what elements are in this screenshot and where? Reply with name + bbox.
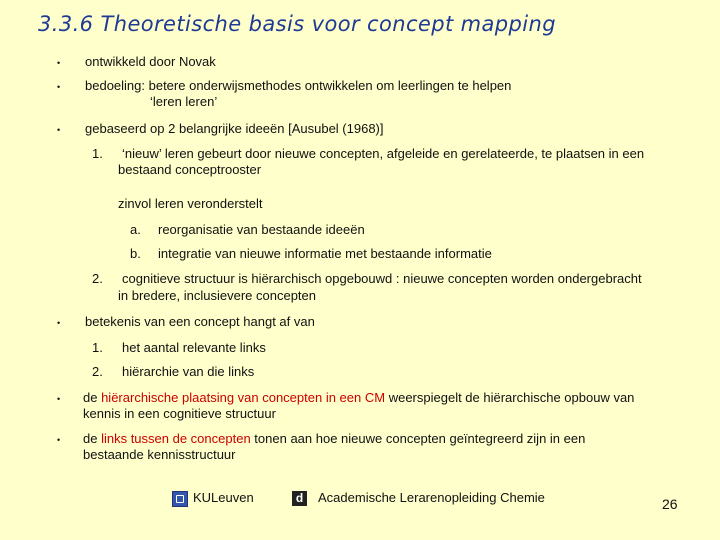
alo-logo-icon: d <box>292 491 307 506</box>
text-fragment: weerspiegelt de hiërarchische opbouw van <box>385 390 635 405</box>
highlight-red: links tussen de concepten <box>101 431 251 446</box>
list-number: 1. <box>92 146 103 161</box>
list-number: 2. <box>92 364 103 379</box>
betekenis-item-1: het aantal relevante links <box>122 340 266 355</box>
list-number: 1. <box>92 340 103 355</box>
bullet-bedoeling: bedoeling: betere onderwijsmethodes ontwikkelen om leerlingen te helpen <box>85 78 512 93</box>
footer-program: Academische Lerarenopleiding Chemie <box>318 490 545 505</box>
sub-label-b: b. <box>130 246 141 261</box>
text-fragment: de <box>83 431 102 446</box>
bullet-marker: • <box>57 318 61 328</box>
sub-label-a: a. <box>130 222 141 237</box>
bullet-marker: • <box>57 435 61 445</box>
bullet-hierarchische-plaatsing <box>83 390 634 406</box>
bullet-novak: ontwikkeld door Novak <box>85 54 216 69</box>
idea-2-line2: in bredere, inclusievere concepten <box>118 288 317 303</box>
bullet-bedoeling-line2: ‘leren leren’ <box>150 94 218 109</box>
bullet-links-tussen-concepten <box>83 431 585 447</box>
bullet-hierarchische-plaatsing-line2: kennis in een cognitieve structuur <box>83 406 276 421</box>
page-number: 26 <box>662 496 678 512</box>
sub-item-b: integratie van nieuwe informatie met bestaande informatie <box>158 246 492 261</box>
text-fragment: de <box>83 390 102 405</box>
footer-institution: KULeuven <box>193 490 254 505</box>
bullet-marker: • <box>57 394 61 404</box>
bullet-marker: • <box>57 82 61 92</box>
bullet-betekenis: betekenis van een concept hangt af van <box>85 314 315 329</box>
highlight-red: hiërarchische plaatsing van concepten in een CM <box>101 390 386 405</box>
betekenis-item-2: hiërarchie van die links <box>122 364 255 379</box>
bullet-marker: • <box>57 58 61 68</box>
idea-1-subheading: zinvol leren veronderstelt <box>118 196 263 211</box>
idea-1-line2: bestaand conceptrooster <box>118 162 262 177</box>
idea-2-line1: cognitieve structuur is hiërarchisch opgebouwd : nieuwe concepten worden ondergebracht <box>122 271 642 286</box>
kuleuven-logo-icon <box>172 491 188 507</box>
idea-1-line1: ‘nieuw’ leren gebeurt door nieuwe concepten, afgeleide en gerelateerde, te plaatsen in een <box>122 146 645 161</box>
bullet-links-tussen-concepten-line2: bestaande kennisstructuur <box>83 447 236 462</box>
list-number: 2. <box>92 271 103 286</box>
slide-title: 3.3.6 Theoretische basis voor concept mapping <box>38 12 556 36</box>
bullet-marker: • <box>57 125 61 135</box>
sub-item-a: reorganisatie van bestaande ideeën <box>158 222 365 237</box>
bullet-ausubel: gebaseerd op 2 belangrijke ideeën [Ausubel (1968)] <box>85 121 384 136</box>
text-fragment: tonen aan hoe nieuwe concepten geïntegreerd zijn in een <box>250 431 586 446</box>
